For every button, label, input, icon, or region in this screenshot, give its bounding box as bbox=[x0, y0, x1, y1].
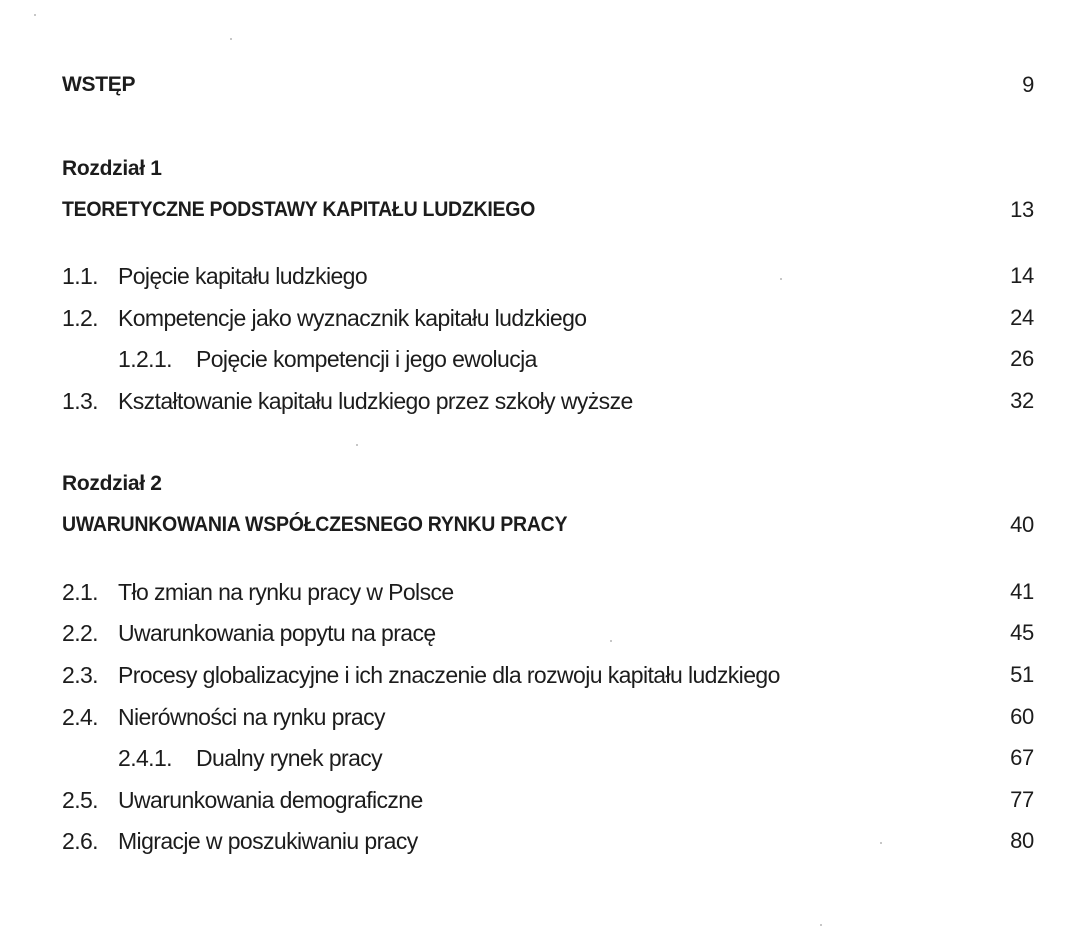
toc-entry bbox=[62, 575, 1034, 609]
toc-entry bbox=[62, 700, 1034, 734]
section-number: 1.3. bbox=[62, 387, 98, 414]
section-title: Procesy globalizacyjne i ich znaczenie dla rozwoju kapitału ludzkiego bbox=[118, 661, 780, 688]
chapter-1-label-row bbox=[62, 152, 1034, 186]
section-number: 1.2. bbox=[62, 304, 98, 331]
chapter-2-title-row bbox=[62, 508, 1034, 542]
section-number: 2.5. bbox=[62, 786, 98, 813]
section-page-number: 32 bbox=[1010, 388, 1034, 413]
toc-entry bbox=[62, 259, 1034, 293]
chapter-1-page-number: 13 bbox=[1010, 197, 1034, 222]
section-page-number: 14 bbox=[1010, 263, 1034, 288]
toc-entry bbox=[62, 301, 1034, 335]
chapter-2-label: Rozdział 2 bbox=[62, 472, 162, 495]
section-title: Kształtowanie kapitału ludzkiego przez szkoły wyższe bbox=[118, 387, 633, 414]
section-number: 2.6. bbox=[62, 827, 98, 854]
section-title: Uwarunkowania popytu na pracę bbox=[118, 619, 436, 646]
toc-entry bbox=[62, 741, 1034, 775]
section-number: 2.2. bbox=[62, 619, 98, 646]
toc-entry bbox=[62, 658, 1034, 692]
section-page-number: 24 bbox=[1010, 305, 1034, 330]
section-number: 1.1. bbox=[62, 262, 98, 289]
scan-speck bbox=[820, 924, 822, 926]
chapter-1-title: TEORETYCZNE PODSTAWY KAPITAŁU LUDZKIEGO bbox=[62, 198, 536, 221]
section-page-number: 41 bbox=[1010, 579, 1034, 604]
scan-speck bbox=[780, 278, 782, 280]
section-page-number: 45 bbox=[1010, 620, 1034, 645]
section-title: Kompetencje jako wyznacznik kapitału ludzkiego bbox=[118, 304, 587, 331]
section-title: Uwarunkowania demograficzne bbox=[118, 786, 423, 813]
section-number: 2.1. bbox=[62, 578, 98, 605]
toc-entry bbox=[62, 384, 1034, 418]
section-title: Pojęcie kapitału ludzkiego bbox=[118, 262, 368, 289]
section-number: 2.4. bbox=[62, 703, 98, 730]
section-page-number: 67 bbox=[1010, 745, 1034, 770]
toc-entry bbox=[62, 783, 1034, 817]
chapter-1-label: Rozdział 1 bbox=[62, 157, 162, 180]
toc-intro-row bbox=[62, 68, 1034, 102]
toc-entry bbox=[62, 616, 1034, 650]
section-title: Migracje w poszukiwaniu pracy bbox=[118, 827, 418, 854]
subsection-number: 1.2.1. bbox=[118, 345, 172, 372]
subsection-number: 2.4.1. bbox=[118, 744, 172, 771]
section-page-number: 80 bbox=[1010, 828, 1034, 853]
chapter-2-label-row bbox=[62, 467, 1034, 501]
scan-speck bbox=[34, 14, 36, 16]
section-page-number: 26 bbox=[1010, 346, 1034, 371]
section-title: Nierówności na rynku pracy bbox=[118, 703, 385, 730]
subsection-title: Pojęcie kompetencji i jego ewolucja bbox=[196, 345, 537, 372]
intro-page-number: 9 bbox=[1022, 72, 1034, 97]
intro-title: WSTĘP bbox=[62, 73, 136, 96]
scan-speck bbox=[356, 444, 358, 446]
section-page-number: 60 bbox=[1010, 704, 1034, 729]
section-page-number: 77 bbox=[1010, 787, 1034, 812]
toc-entry bbox=[62, 342, 1034, 376]
subsection-title: Dualny rynek pracy bbox=[196, 744, 383, 771]
section-page-number: 51 bbox=[1010, 662, 1034, 687]
toc-entry bbox=[62, 824, 1034, 858]
section-title: Tło zmian na rynku pracy w Polsce bbox=[118, 578, 454, 605]
chapter-2-title: UWARUNKOWANIA WSPÓŁCZESNEGO RYNKU PRACY bbox=[62, 513, 568, 536]
scan-speck bbox=[230, 38, 232, 40]
section-number: 2.3. bbox=[62, 661, 98, 688]
chapter-1-title-row bbox=[62, 193, 1034, 227]
scan-speck bbox=[610, 640, 612, 642]
scan-speck bbox=[880, 842, 882, 844]
chapter-2-page-number: 40 bbox=[1010, 512, 1034, 537]
